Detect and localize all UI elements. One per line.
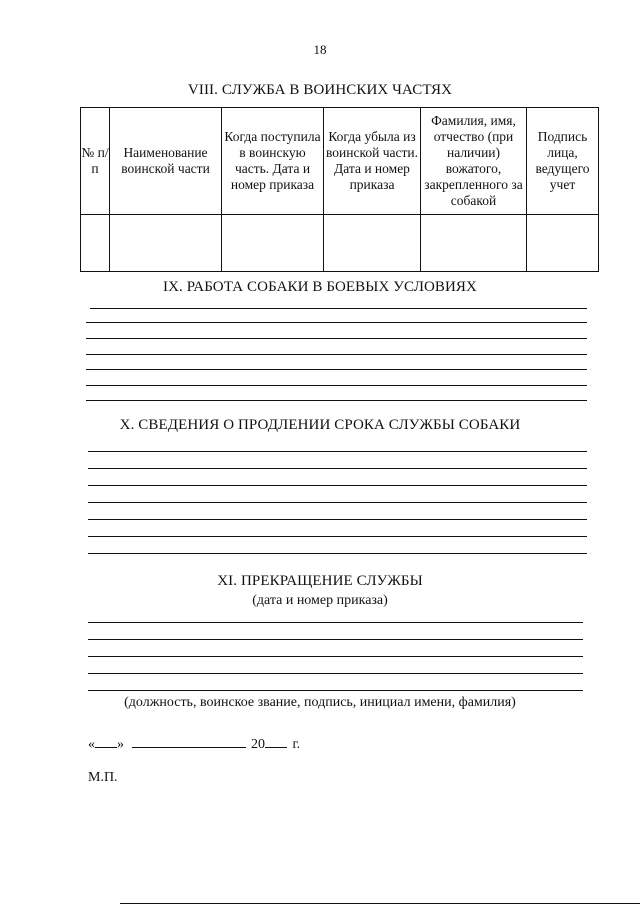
military-service-table [80,107,599,272]
year-prefix: 20 [251,737,265,752]
signature-line[interactable] [88,690,583,691]
entry-line[interactable] [86,338,587,339]
entry-line[interactable] [88,519,587,520]
signature-caption: (должность, воинское звание, подпись, инициал имени, фамилия) [124,695,516,710]
table-cell[interactable] [421,215,527,272]
open-quote: « [88,737,95,752]
table-cell[interactable] [527,215,599,272]
entry-line[interactable] [88,656,583,657]
entry-line[interactable] [88,622,583,623]
seal-place: М.П. [88,770,118,785]
col-arrival: Когда поступила в воинскую часть. Дата и номер приказа [222,108,324,215]
year-field[interactable] [265,734,287,748]
table-cell[interactable] [81,215,110,272]
entry-line[interactable] [86,369,587,370]
page-bottom-rule [120,903,640,904]
entry-line[interactable] [88,536,587,537]
entry-line[interactable] [88,468,587,469]
entry-line[interactable] [86,400,587,401]
col-number: № п/п [81,108,110,215]
year-suffix: г. [292,737,301,752]
table-cell[interactable] [324,215,421,272]
entry-line[interactable] [88,553,587,554]
entry-line[interactable] [88,502,587,503]
col-signature: Подпись лица, ведущего учет [527,108,599,215]
table-cell[interactable] [110,215,222,272]
section-11-title: XI. ПРЕКРАЩЕНИЕ СЛУЖБЫ [217,573,423,589]
date-line [88,734,300,753]
entry-line[interactable] [88,485,587,486]
entry-line[interactable] [88,673,583,674]
col-handler: Фамилия, имя, отчество (при наличии) вожатого, закрепленного за собакой [421,108,527,215]
section-8-title: VIII. СЛУЖБА В ВОИНСКИХ ЧАСТЯХ [187,82,453,98]
table-header-row [81,108,599,215]
month-field[interactable] [132,734,246,748]
col-departure: Когда убыла из воинской части. Дата и номер приказа [324,108,421,215]
entry-line[interactable] [86,385,587,386]
section-10-title: X. СВЕДЕНИЯ О ПРОДЛЕНИИ СРОКА СЛУЖБЫ СОБАКИ [119,417,521,433]
entry-line[interactable] [88,639,583,640]
close-quote: » [117,737,124,752]
entry-line[interactable] [90,308,587,309]
entry-line[interactable] [88,451,587,452]
day-field[interactable] [95,734,117,748]
table-row [81,215,599,272]
section-11-subtitle: (дата и номер приказа) [252,593,388,608]
page-number: 18 [313,42,327,57]
col-unit-name: Наименование воинской части [110,108,222,215]
section-9-title: IX. РАБОТА СОБАКИ В БОЕВЫХ УСЛОВИЯХ [163,279,477,295]
table-cell[interactable] [222,215,324,272]
entry-line[interactable] [86,354,587,355]
entry-line[interactable] [86,322,587,323]
